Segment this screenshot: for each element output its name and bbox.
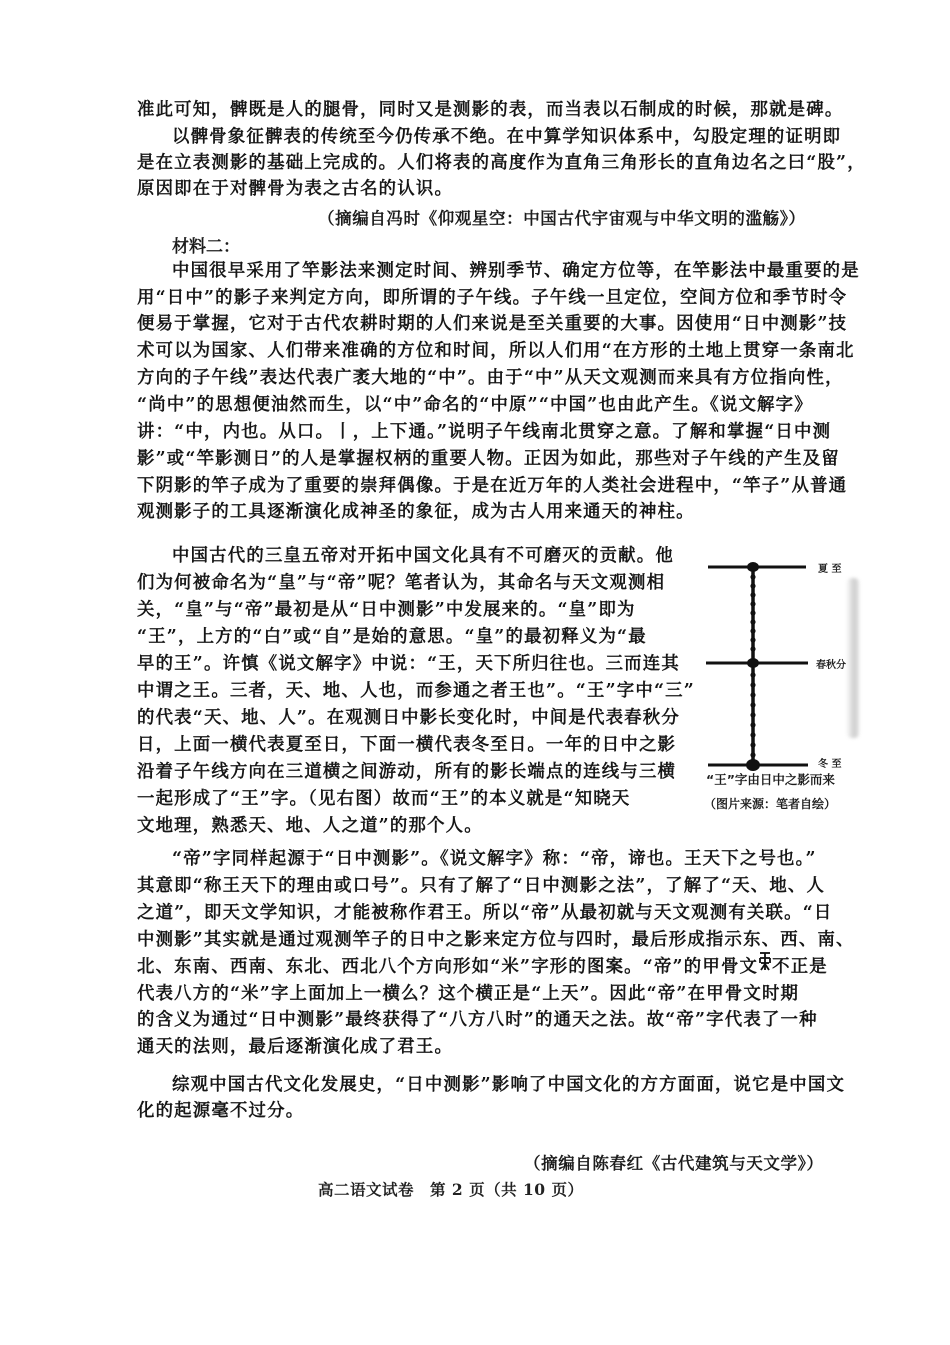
figure-credit: （图片来源：笔者自绘）: [704, 797, 837, 811]
text-line: 中国很早采用了竿影法来测定时间、辨别季节、确定方位等，在竿影法中最重要的是: [172, 261, 860, 281]
text-line: 沿着子午线方向在三道横之间游动，所有的影长端点的连线与三横: [137, 762, 677, 782]
scan-smudge: [846, 578, 860, 738]
text-line: 下阴影的竿子成为了重要的崇拜偶像。于是在近万年的人类社会进程中，“竿子”从普通: [137, 476, 848, 496]
text-segment: 北、东南、西南、东北、西北八个方向形如“米”字形的图案。“帝”的甲骨文: [137, 957, 759, 977]
page-footer: 高二语文试卷 第 2 页（共 10 页）: [318, 1180, 584, 1199]
text-line: [137, 956, 828, 978]
text-line: 一起形成了“王”字。（见右图）故而“王”的本义就是“知晓天: [137, 789, 631, 809]
text-line: 关，“皇”与“帝”最初是从“日中测影”中发展来的。“皇”即为: [137, 600, 636, 620]
text-line: “帝”字同样起源于“日中测影”。《说文解字》称：“帝，谛也。王天下之号也。”: [172, 849, 817, 869]
text-line: 中谓之王。三者，天、地、人也，而参通之者王也”。“王”字中“三”: [137, 681, 695, 701]
text-line: 以髀骨象征髀表的传统至今仍传承不绝。在中算学知识体系中，勾股定理的证明即: [172, 127, 842, 147]
wang-character-figure: [700, 555, 860, 820]
figure-caption: “王”字由日中之影而来: [706, 772, 835, 787]
text-line: 们为何被命名为“皇”与“帝”呢？笔者认为，其命名与天文观测相: [137, 573, 666, 593]
text-line: 原因即在于对髀骨为表之古名的认识。: [137, 179, 454, 199]
text-line: 之道”，即天文学知识，才能被称作君王。所以“帝”从最初就与天文观测有关联。“日: [137, 903, 833, 923]
text-line: 是在立表测影的基础上完成的。人们将表的高度作为直角三角形长的直角边名之曰“股”，: [137, 153, 866, 173]
text-line: 化的起源毫不过分。: [137, 1101, 305, 1121]
text-line: 代表八方的“米”字上面加上一横么？这个横正是“上天”。因此“帝”在甲骨文时期: [137, 984, 800, 1004]
text-line: 通天的法则，最后逐渐演化成了君王。: [137, 1037, 454, 1057]
text-line: 用“日中”的影子来判定方向，即所谓的子午线。子午线一旦定位，空间方位和季节时令: [137, 288, 848, 308]
text-line: “王”，上方的“白”或“自”是始的意思。“皇”的最初释义为“最: [137, 627, 647, 647]
text-line: 的含义为通过“日中测影”最终获得了“八方八时”的通天之法。故“帝”字代表了一种: [137, 1010, 818, 1030]
text-line: 早的王”。许慎《说文解字》中说：“王，天下所归往也。三而连其: [137, 654, 680, 674]
label-summer-solstice: 夏 至: [818, 564, 842, 575]
label-equinox: 春秋分: [816, 660, 846, 671]
text-line: 中国古代的三皇五帝对开拓中国文化具有不可磨灭的贡献。他: [172, 546, 674, 566]
text-line: 观测影子的工具逐渐演化成神圣的象征，成为古人用来通天的神柱。: [137, 502, 695, 522]
text-line: 综观中国古代文化发展史，“日中测影”影响了中国文化的方方面面，说它是中国文: [172, 1075, 846, 1095]
text-line: 其意即“称王天下的理由或口号”。只有了解了“日中测影之法”，了解了“天、地、人: [137, 876, 826, 896]
text-line: 术可以为国家、人们带来准确的方位和时间，所以人们用“在方形的土地上贯穿一条南北: [137, 341, 855, 361]
source-citation: （摘编自冯时《仰观星空：中国古代宇宙观与中华文明的滥觞》）: [318, 209, 806, 228]
section-heading: 材料二：: [172, 237, 240, 257]
text-line: “尚中”的思想便油然而生，以“中”命名的“中原”“中国”也由此产生。《说文解字》: [137, 395, 813, 415]
text-line: 文地理，熟悉天、地、人之道”的那个人。: [137, 816, 483, 836]
label-winter-solstice: 冬 至: [818, 759, 842, 770]
text-line: 方向的子午线”表达代表广袤大地的“中”。由于“中”从天文观测而来具有方位指向性，: [137, 368, 844, 388]
text-line: 讲：“中，内也。从口。丨，上下通。”说明子午线南北贯穿之意。了解和掌握“日中测: [137, 422, 832, 442]
text-line: 影”或“竿影测日”的人是掌握权柄的重要人物。正因为如此，那些对子午线的产生及留: [137, 449, 840, 469]
text-line: 的代表“天、地、人”。在观测日中影长变化时，中间是代表春秋分: [137, 708, 680, 728]
oracle-bone-di-glyph-icon: [758, 950, 772, 972]
source-citation: （摘编自陈春红《古代建筑与天文学》）: [524, 1154, 824, 1173]
text-segment: 不正是: [772, 957, 828, 977]
text-line: 日，上面一横代表夏至日，下面一横代表冬至日。一年的日中之影: [137, 735, 677, 755]
text-line: 便易于掌握，它对于古代农耕时期的人们来说是至关重要的大事。因使用“日中测影”技: [137, 314, 848, 334]
text-line: 中测影”其实就是通过观测竿子的日中之影来定方位与四时，最后形成指示东、西、南、: [137, 930, 855, 950]
text-line: 准此可知，髀既是人的腿骨，同时又是测影的表，而当表以石制成的时候，那就是碑。: [137, 100, 844, 120]
